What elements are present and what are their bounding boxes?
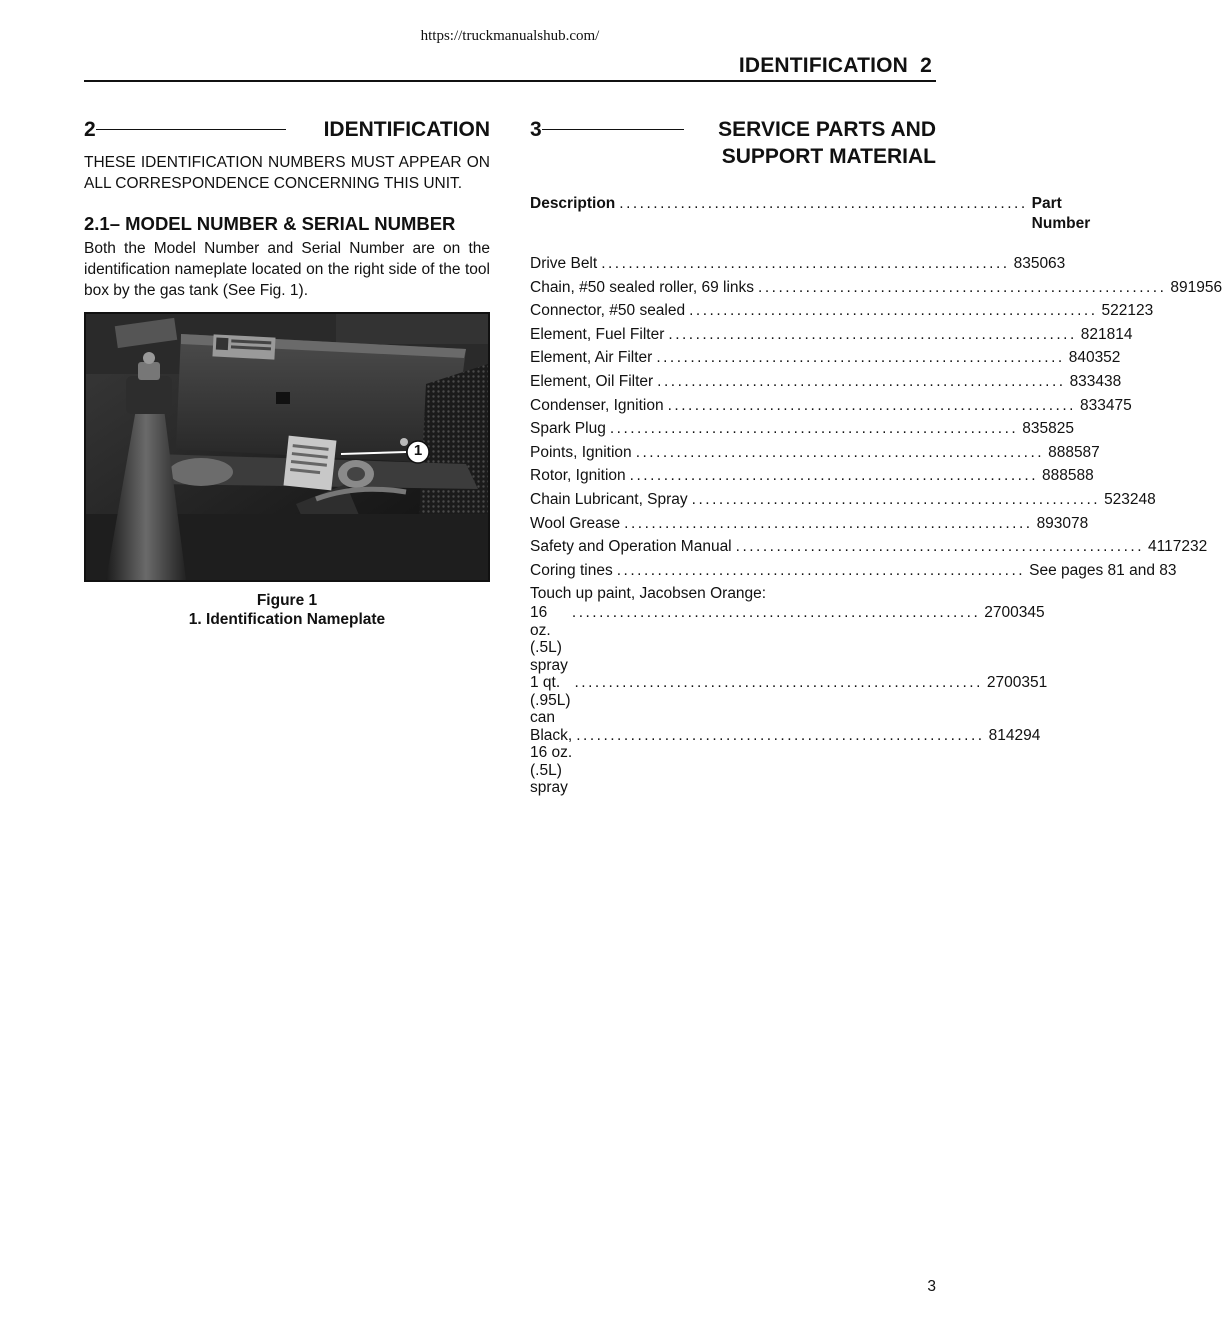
part-description: Element, Oil Filter [530, 372, 654, 390]
section-number: 3 [530, 118, 542, 141]
part-row [530, 301, 1154, 321]
part-number: 833438 [1069, 372, 1122, 390]
part-number: 523248 [1104, 490, 1156, 508]
dot-leader: ............................................................ [735, 538, 1145, 556]
part-number: See pages 81 and 83 [1029, 561, 1177, 579]
part-row [530, 490, 1156, 510]
part-description: Coring tines [530, 561, 613, 579]
part-number: 522123 [1101, 302, 1154, 320]
part-number: 888587 [1048, 443, 1100, 461]
dot-leader: ............................................................ [574, 674, 983, 692]
section-title-line1: SERVICE PARTS AND [718, 118, 936, 141]
dot-leader: ............................................................ [609, 420, 1019, 438]
dot-leader: ............................................................ [619, 195, 1028, 212]
part-number: 821814 [1080, 325, 1133, 343]
section-title-line2: SUPPORT MATERIAL [721, 145, 936, 168]
part-description: Condenser, Ignition [530, 396, 664, 414]
photo-illustration [86, 314, 488, 580]
part-description: Element, Air Filter [530, 349, 653, 367]
section-2-heading [84, 116, 490, 143]
part-row [530, 254, 1066, 274]
part-number: 891956 [1170, 278, 1222, 296]
part-row [530, 561, 1177, 581]
header-rule [84, 80, 936, 82]
part-description: Rotor, Ignition [530, 467, 626, 485]
paint-list [530, 604, 1048, 797]
part-description: Safety and Operation Manual [530, 538, 732, 556]
part-number: 2700351 [986, 674, 1048, 692]
part-row [530, 325, 1133, 345]
heading-rule [542, 129, 684, 130]
parts-list [530, 254, 1222, 581]
part-description: Points, Ignition [530, 443, 632, 461]
part-row [530, 396, 1132, 416]
part-description: Chain, #50 sealed roller, 69 links [530, 278, 755, 296]
part-description: Element, Fuel Filter [530, 325, 665, 343]
source-url: https://truckmanualshub.com/ [420, 28, 600, 44]
dot-leader: ............................................................ [571, 604, 981, 622]
page-header-title: IDENTIFICATION 2 [738, 54, 932, 77]
part-description: 16 oz. (.5L) spray [530, 604, 568, 674]
part-number: 833475 [1079, 396, 1132, 414]
section-title: IDENTIFICATION [323, 118, 490, 141]
page-number: 3 [927, 1278, 936, 1295]
dot-leader: ............................................................ [601, 255, 1010, 272]
section-number: 2 [84, 118, 96, 141]
subsection-title: 2.1– MODEL NUMBER & SERIAL NUMBER [84, 213, 456, 234]
left-column [84, 116, 490, 629]
part-row [530, 372, 1122, 392]
part-row [530, 726, 1041, 797]
part-description: Black, 16 oz. (.5L) spray [530, 726, 573, 797]
part-description: Drive Belt [530, 255, 598, 272]
part-row [530, 604, 1045, 674]
part-row [530, 466, 1094, 486]
part-number: 4117232 [1148, 538, 1208, 556]
part-row [530, 348, 1121, 368]
part-number-header: Part Number [1031, 195, 1091, 232]
part-row [530, 419, 1074, 439]
nameplate-photo [84, 312, 490, 582]
dot-leader: ............................................................ [624, 514, 1033, 532]
part-row [530, 514, 1089, 534]
dot-leader: ............................................................ [667, 396, 1076, 414]
right-column [530, 116, 1222, 797]
figure-caption [84, 591, 490, 629]
part-number: 835063 [1013, 255, 1066, 272]
section-3-heading [530, 116, 936, 170]
part-description: Chain Lubricant, Spray [530, 490, 688, 508]
dot-leader: ............................................................ [629, 467, 1039, 485]
dot-leader: ............................................................ [668, 325, 1077, 343]
dot-leader: ............................................................ [635, 443, 1045, 461]
figure-item: 1. Identification Nameplate [188, 611, 386, 628]
dot-leader: ............................................................ [657, 372, 1066, 390]
subsection-body: Both the Model Number and Serial Number are on the identification nameplate located on the right side of the tool box by the gas tank (See Fig. 1). [84, 240, 490, 299]
part-number: 2700345 [984, 604, 1045, 622]
paint-heading: Touch up paint, Jacobsen Orange: [530, 585, 767, 603]
callout-number: 1 [413, 442, 423, 459]
part-row [530, 443, 1100, 463]
part-row [530, 674, 1048, 727]
notice-text: THESE IDENTIFICATION NUMBERS MUST APPEAR ON ALL CORRESPONDENCE CONCERNING THIS UNIT. [84, 154, 490, 192]
dot-leader: ............................................................ [691, 490, 1101, 508]
part-description: 1 qt. (.95L) can [530, 674, 571, 727]
part-number: 835825 [1022, 420, 1074, 438]
dot-leader: ............................................................ [616, 561, 1026, 579]
part-number: 888588 [1042, 467, 1094, 485]
part-number: 840352 [1068, 349, 1121, 367]
part-description: Connector, #50 sealed [530, 302, 686, 320]
part-number: 814294 [988, 726, 1041, 744]
dot-leader: ............................................................ [656, 349, 1065, 367]
figure-title: Figure 1 [256, 592, 318, 609]
heading-rule [96, 129, 286, 130]
part-number: 893078 [1036, 514, 1089, 532]
description-header: Description [530, 195, 616, 212]
part-description: Wool Grease [530, 514, 621, 532]
part-description: Spark Plug [530, 420, 606, 438]
parts-table-header [530, 194, 1091, 234]
part-row [530, 537, 1208, 557]
dot-leader: ............................................................ [576, 726, 985, 744]
part-row [530, 278, 1222, 298]
dot-leader: ............................................................ [758, 278, 1167, 296]
dot-leader: ............................................................ [689, 302, 1098, 320]
